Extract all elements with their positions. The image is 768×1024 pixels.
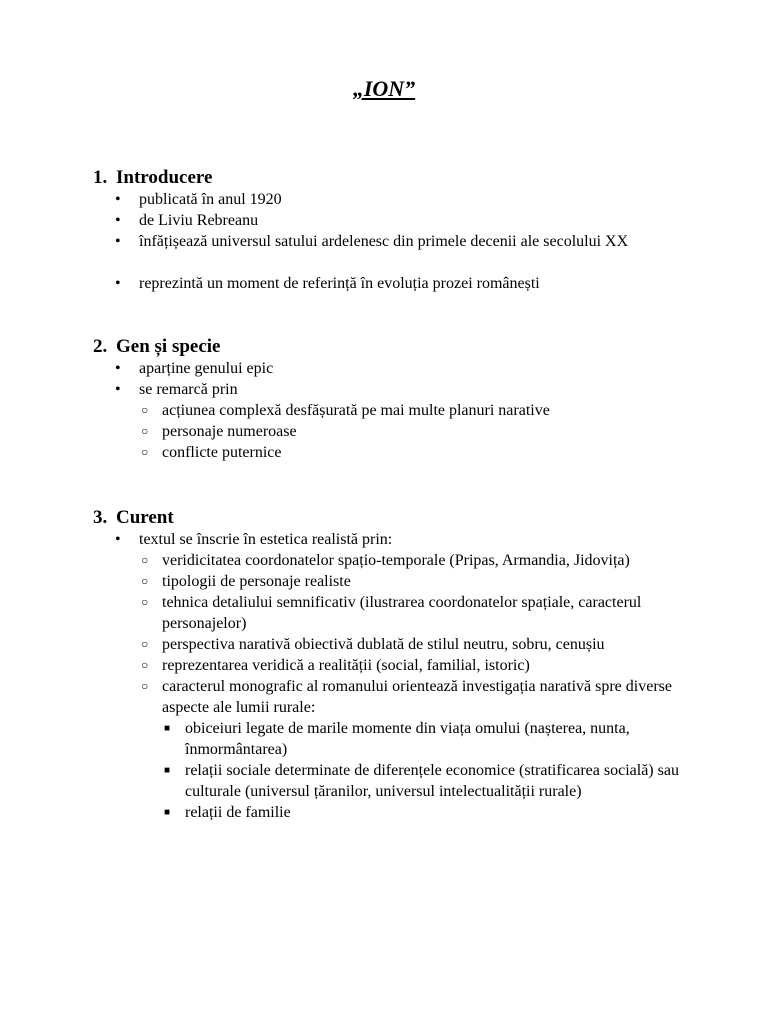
list-item-text: publicată în anul 1920 xyxy=(139,191,282,208)
list-item xyxy=(93,529,713,550)
section-number: 1. xyxy=(93,167,108,188)
square-bullet-icon: ■ xyxy=(164,765,171,776)
section-title: Curent xyxy=(116,507,174,528)
bullet-icon: • xyxy=(115,212,121,229)
list-item xyxy=(93,189,713,210)
sub-sub-list-item xyxy=(93,718,713,760)
square-bullet-icon: ■ xyxy=(164,807,171,818)
list-item-text: relații de familie xyxy=(185,804,291,821)
list-item-text: perspectiva narativă obiectivă dublată de stilul neutru, sobru, cenușiu xyxy=(162,636,605,653)
circle-bullet-icon: ○ xyxy=(141,553,149,567)
list-item-text: textul se înscrie în estetica realistă prin: xyxy=(139,531,393,548)
section-heading xyxy=(93,336,713,358)
circle-bullet-icon: ○ xyxy=(141,445,149,459)
list-item-text: relații sociale determinate de diferențele economice (stratificarea socială) sau culturale (universul țăranilor, universul intelectualității rurale) xyxy=(185,762,679,800)
circle-bullet-icon: ○ xyxy=(141,574,149,588)
list-item-text: tehnica detaliului semnificativ (ilustrarea coordonatelor spațiale, caracterul personajelor) xyxy=(162,594,642,632)
circle-bullet-icon: ○ xyxy=(141,658,149,672)
circle-bullet-icon: ○ xyxy=(141,679,149,693)
sub-list-item xyxy=(93,592,713,634)
circle-bullet-icon: ○ xyxy=(141,403,149,417)
section-number: 2. xyxy=(93,336,108,357)
list-item-text: veridicitatea coordonatelor spațio-temporale (Pripas, Armandia, Jidovița) xyxy=(162,552,630,569)
bullet-icon: • xyxy=(115,360,121,377)
list-item xyxy=(93,210,713,231)
list-item-text: tipologii de personaje realiste xyxy=(162,573,351,590)
circle-bullet-icon: ○ xyxy=(141,595,149,609)
list-item xyxy=(93,231,713,252)
list-item-text: acțiunea complexă desfășurată pe mai multe planuri narative xyxy=(162,402,550,419)
section-introducere xyxy=(93,167,713,294)
section-heading xyxy=(93,167,713,189)
list-item-text: înfățișează universul satului ardelenesc din primele decenii ale secolului XX xyxy=(139,233,629,250)
sub-list-item xyxy=(93,550,713,571)
sub-list-item xyxy=(93,571,713,592)
circle-bullet-icon: ○ xyxy=(141,637,149,651)
list-item-text: conflicte puternice xyxy=(162,444,282,461)
list-item xyxy=(93,379,713,400)
square-bullet-icon: ■ xyxy=(164,723,171,734)
list-item-text: se remarcă prin xyxy=(139,381,238,398)
circle-bullet-icon: ○ xyxy=(141,424,149,438)
section-heading xyxy=(93,507,713,529)
section-title: Gen și specie xyxy=(116,336,221,357)
bullet-icon: • xyxy=(115,191,121,208)
list-item-text: aparține genului epic xyxy=(139,360,274,377)
sub-list-item xyxy=(93,634,713,655)
bullet-icon: • xyxy=(115,381,121,398)
list-item-text: caracterul monografic al romanului orientează investigația narativă spre diverse aspecte ale lumii rurale: xyxy=(162,678,672,716)
list-item-text: personaje numeroase xyxy=(162,423,297,440)
list-item xyxy=(93,273,713,294)
section-curent xyxy=(93,507,713,823)
list-item xyxy=(93,358,713,379)
bullet-icon: • xyxy=(115,233,121,250)
list-item-text: reprezintă un moment de referință în evoluția prozei românești xyxy=(139,275,540,292)
sub-list-item xyxy=(93,655,713,676)
bullet-icon: • xyxy=(115,275,121,292)
sub-list-item xyxy=(93,442,713,463)
section-gen-si-specie xyxy=(93,336,713,463)
document-title: „ION” xyxy=(352,76,416,101)
section-title: Introducere xyxy=(116,167,213,188)
sub-list-item xyxy=(93,421,713,442)
list-item-text: reprezentarea veridică a realității (social, familial, istoric) xyxy=(162,657,530,674)
list-item-text: obiceiuri legate de marile momente din viața omului (nașterea, nunta, înmormântarea) xyxy=(185,720,630,758)
list-item-text: de Liviu Rebreanu xyxy=(139,212,259,229)
sub-sub-list-item xyxy=(93,802,713,823)
sub-list-item xyxy=(93,676,713,718)
bullet-icon: • xyxy=(115,531,121,548)
sub-list-item xyxy=(93,400,713,421)
blank-line xyxy=(93,252,713,273)
sub-sub-list-item xyxy=(93,760,713,802)
section-number: 3. xyxy=(93,507,108,528)
